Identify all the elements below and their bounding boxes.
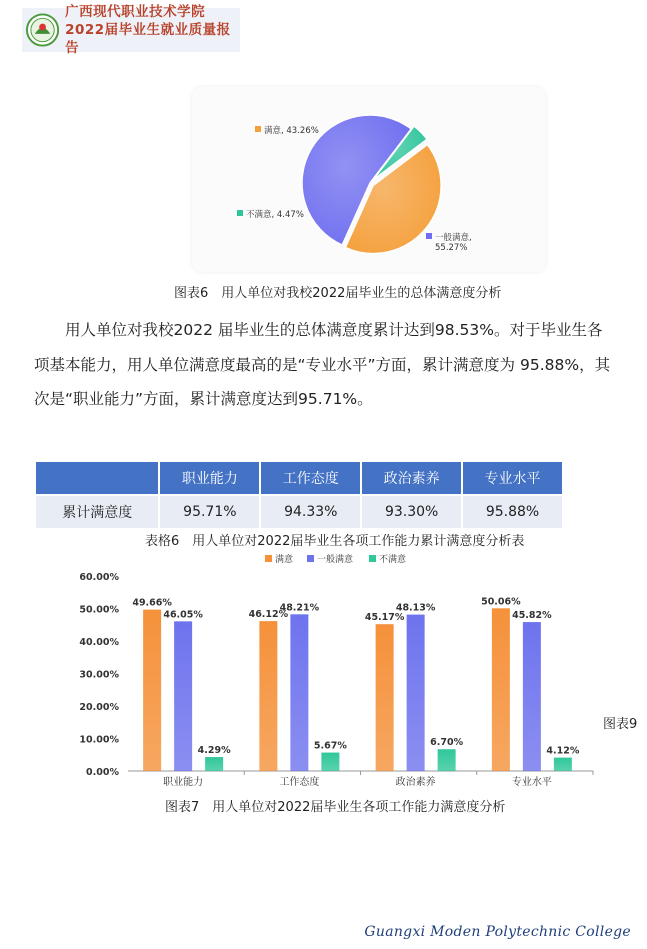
- bar: [143, 610, 161, 771]
- bar-value-label: 50.06%: [481, 596, 521, 608]
- bar-value-label: 4.12%: [546, 745, 580, 757]
- bar-value-label: 6.70%: [430, 737, 464, 749]
- table-corner-cell: [35, 461, 159, 495]
- bar-value-label: 48.21%: [279, 602, 320, 614]
- pie-label-general: 一般满意,: [435, 233, 472, 243]
- bar: [205, 757, 223, 771]
- table-row: [35, 495, 563, 529]
- legend-swatch: [369, 555, 376, 562]
- table-row-label: 累计满意度: [35, 495, 159, 529]
- legend-swatch: [307, 555, 314, 562]
- bar-value-label: 5.67%: [313, 740, 347, 752]
- pie-label-general-value: 55.27%: [435, 243, 468, 253]
- bar: [174, 621, 192, 771]
- bar: [554, 758, 572, 771]
- bar-value-label: 45.17%: [364, 612, 405, 624]
- satisfaction-table: [34, 460, 564, 530]
- report-header: [22, 4, 240, 56]
- college-logo-icon: [26, 13, 59, 47]
- table-header-cell: 工作态度: [260, 461, 361, 495]
- x-category-label: 工作态度: [279, 777, 320, 788]
- bar-value-label: 46.05%: [163, 609, 203, 621]
- y-tick-label: 60.00%: [79, 572, 119, 583]
- table-cell: 94.33%: [260, 495, 361, 529]
- table-cell: 95.71%: [159, 495, 260, 529]
- bar-value-label: 49.66%: [132, 597, 172, 609]
- bar-value-label: 4.29%: [197, 745, 231, 757]
- y-tick-label: 10.00%: [79, 734, 119, 746]
- pie-label-unsatisfied: 不满意, 4.47%: [246, 210, 304, 220]
- bar-caption: 图表7 用人单位对2022届毕业生各项工作能力满意度分析: [165, 800, 506, 815]
- bar: [407, 615, 425, 771]
- bar: [492, 608, 510, 771]
- bar-value-label: 46.12%: [248, 609, 289, 621]
- legend-swatch: [265, 555, 272, 562]
- table-caption: 表格6 用人单位对2022届毕业生各项工作能力累计满意度分析表: [145, 534, 525, 549]
- bar-value-label: 48.13%: [395, 602, 436, 614]
- pie-legend-general-swatch: [426, 233, 432, 239]
- bar: [290, 614, 308, 771]
- header-report-title: 2022届毕业生就业质量报告: [65, 22, 231, 56]
- y-tick-label: 20.00%: [79, 702, 119, 713]
- bar-chart-panel: [73, 550, 598, 790]
- header-college-name: 广西现代职业技术学院: [65, 4, 206, 20]
- x-category-label: 专业水平: [511, 777, 552, 788]
- pie-legend-satisfied-swatch: [255, 126, 261, 132]
- legend-label: 满意: [275, 555, 294, 565]
- pie-label-satisfied: 满意, 43.26%: [264, 126, 319, 136]
- legend-label: 一般满意: [317, 555, 354, 565]
- pie-legend-unsatisfied-swatch: [237, 210, 243, 216]
- side-figure-label: 图表9: [603, 717, 638, 732]
- bar: [438, 749, 456, 771]
- pie-chart-panel: [192, 87, 546, 272]
- y-tick-label: 50.00%: [79, 604, 119, 616]
- x-category-label: 政治素养: [395, 777, 436, 788]
- y-tick-label: 0.00%: [86, 767, 119, 778]
- bar: [321, 753, 339, 771]
- table-header-cell: 政治素养: [361, 461, 462, 495]
- summary-text: 用人单位对我校2022 届毕业生的总体满意度累计达到98.53%。对于毕业生各项基本能力，用人单位满意度最高的是“专业水平”方面，累计满意度为 95.88%，其次是“职业能力”方面，累计满意度达到95.71%。: [34, 321, 611, 408]
- x-category-label: 职业能力: [163, 777, 204, 788]
- y-tick-label: 40.00%: [79, 637, 119, 648]
- table-header-row: [35, 461, 563, 495]
- footer-college-english: Guangxi Moden Polytechnic College: [364, 924, 631, 940]
- pie-caption: 图表6 用人单位对我校2022届毕业生的总体满意度分析: [174, 286, 502, 301]
- y-tick-label: 30.00%: [79, 669, 119, 681]
- bar-value-label: 45.82%: [512, 610, 552, 622]
- bar: [259, 621, 277, 771]
- table-cell: 95.88%: [462, 495, 563, 529]
- bar-chart: [73, 550, 598, 790]
- table-header-cell: 专业水平: [462, 461, 563, 495]
- table-header-cell: 职业能力: [159, 461, 260, 495]
- summary-paragraph: [34, 313, 614, 417]
- bar: [523, 622, 541, 771]
- bar: [376, 624, 394, 771]
- pie-chart: [192, 87, 546, 272]
- legend-label: 不满意: [379, 555, 407, 565]
- table-cell: 93.30%: [361, 495, 462, 529]
